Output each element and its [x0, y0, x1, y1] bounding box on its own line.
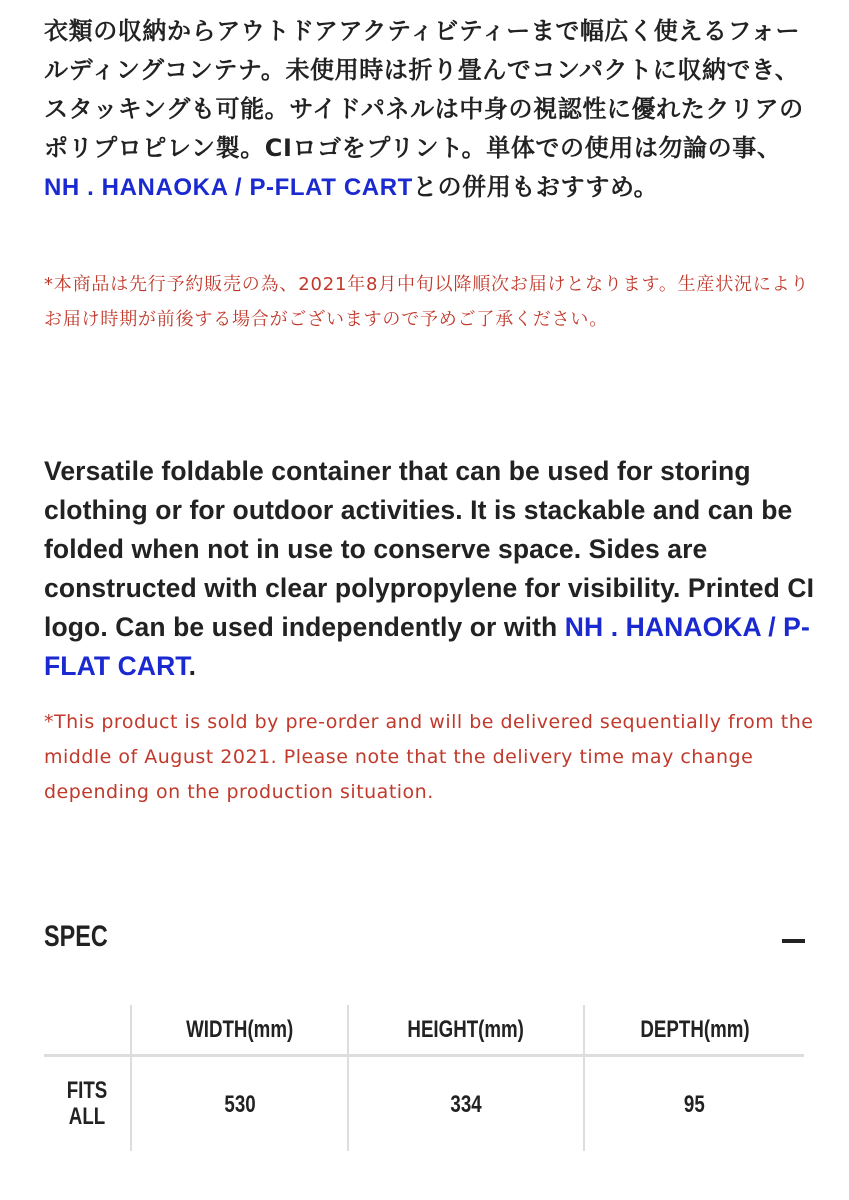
- product-link-jp[interactable]: NH . HANAOKA / P-FLAT CART: [44, 174, 413, 201]
- value-width: 530: [223, 1090, 256, 1118]
- description-en: Versatile foldable container that can be used for storing clothing or for outdoor activities. It is stackable and can be folded when not in use to conserve space. Sides are constructed with clear polypropylene for visibility. Printed CI logo. Can be used independently or with NH . HANAOKA / P-FLAT CART.: [44, 456, 815, 681]
- value-depth: 95: [684, 1090, 705, 1118]
- header-depth: DEPTH(mm): [639, 1016, 750, 1043]
- table-header-row: [44, 1005, 804, 1056]
- row-label: FITS ALL: [66, 1077, 108, 1130]
- header-height: HEIGHT(mm): [407, 1016, 525, 1043]
- minus-icon[interactable]: [782, 939, 805, 943]
- value-height: 334: [450, 1090, 482, 1118]
- spec-heading: SPEC: [44, 920, 108, 953]
- product-link-en[interactable]: NH . HANAOKA / P-FLAT CART: [44, 612, 810, 681]
- header-width: WIDTH(mm): [186, 1016, 294, 1043]
- table-row: [44, 1056, 804, 1152]
- preorder-note-en: *This product is sold by pre-order and will be delivered sequentially from the middle of August 2021. Please note that the delivery time may change depending on the production situation.: [44, 711, 814, 803]
- preorder-note-jp: *本商品は先行予約販売の為、2021年8月中旬以降順次お届けとなります。生産状況によりお届け時期が前後する場合がございますので予めご了承ください。: [44, 274, 810, 330]
- description-jp: 衣類の収納からアウトドアアクティビティーまで幅広く使えるフォールディングコンテナ。未使用時は折り畳んでコンパクトに収納でき、スタッキングも可能。サイドパネルは中身の視認性に優れたクリアのポリプロピレン製。CIロゴをプリント。単体での使用は勿論の事、NH . HANAOKA / P-FLAT CARTとの併用もおすすめ。: [44, 17, 804, 201]
- spec-table: [44, 1005, 804, 1151]
